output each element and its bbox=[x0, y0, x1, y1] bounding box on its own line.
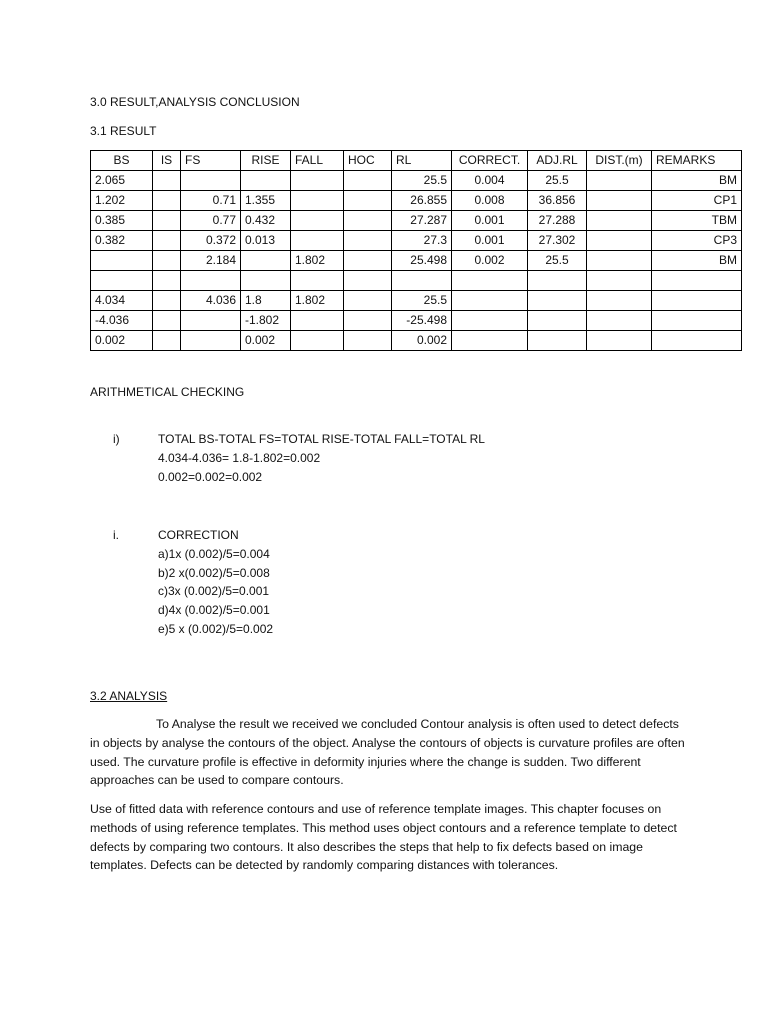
table-cell bbox=[344, 171, 392, 191]
correction-line: b)2 x(0.002)/5=0.008 bbox=[158, 566, 270, 580]
table-cell bbox=[587, 191, 652, 211]
table-cell bbox=[587, 271, 652, 291]
table-cell bbox=[652, 271, 742, 291]
table-cell bbox=[181, 331, 241, 351]
table-cell bbox=[344, 231, 392, 251]
table-cell: 0.71 bbox=[181, 191, 241, 211]
levelling-table bbox=[90, 150, 742, 351]
table-cell bbox=[452, 291, 528, 311]
table-cell bbox=[291, 171, 344, 191]
table-cell: 0.001 bbox=[452, 231, 528, 251]
table-cell bbox=[452, 331, 528, 351]
col-header: BS bbox=[91, 151, 153, 171]
table-cell bbox=[153, 231, 181, 251]
table-cell bbox=[241, 271, 291, 291]
table-cell: 2.065 bbox=[91, 171, 153, 191]
col-header: RL bbox=[392, 151, 452, 171]
table-cell bbox=[181, 271, 241, 291]
table-cell bbox=[587, 291, 652, 311]
table-row bbox=[91, 251, 742, 271]
table-cell: 4.034 bbox=[91, 291, 153, 311]
table-cell bbox=[587, 331, 652, 351]
table-cell bbox=[91, 271, 153, 291]
table-cell bbox=[587, 171, 652, 191]
table-cell bbox=[344, 331, 392, 351]
table-cell: 0.013 bbox=[241, 231, 291, 251]
table-cell: 0.385 bbox=[91, 211, 153, 231]
table-row bbox=[91, 231, 742, 251]
correction-line: d)4x (0.002)/5=0.001 bbox=[158, 603, 270, 617]
table-cell bbox=[153, 311, 181, 331]
table-cell bbox=[587, 231, 652, 251]
table-cell bbox=[241, 171, 291, 191]
table-cell: 0.77 bbox=[181, 211, 241, 231]
correction-line: c)3x (0.002)/5=0.001 bbox=[158, 584, 270, 598]
table-cell bbox=[587, 311, 652, 331]
table-cell bbox=[528, 271, 587, 291]
table-row bbox=[91, 311, 742, 331]
col-header: CORRECT. bbox=[452, 151, 528, 171]
table-cell bbox=[528, 311, 587, 331]
table-cell bbox=[452, 311, 528, 331]
table-cell: 1.202 bbox=[91, 191, 153, 211]
analysis-heading: 3.2 ANALYSIS bbox=[90, 689, 168, 703]
table-cell bbox=[652, 331, 742, 351]
table-cell: 27.287 bbox=[392, 211, 452, 231]
check-line: 4.034-4.036= 1.8-1.802=0.002 bbox=[158, 451, 321, 465]
table-cell bbox=[153, 211, 181, 231]
table-cell: 0.008 bbox=[452, 191, 528, 211]
table-cell bbox=[528, 291, 587, 311]
check-line: TOTAL BS-TOTAL FS=TOTAL RISE-TOTAL FALL=TOTAL RL bbox=[158, 432, 485, 446]
table-cell: 0.001 bbox=[452, 211, 528, 231]
table-cell bbox=[153, 291, 181, 311]
table-cell bbox=[291, 331, 344, 351]
table-cell bbox=[392, 271, 452, 291]
table-cell bbox=[291, 211, 344, 231]
table-cell: 0.002 bbox=[91, 331, 153, 351]
table-cell bbox=[153, 171, 181, 191]
col-header: FS bbox=[181, 151, 241, 171]
table-cell bbox=[153, 251, 181, 271]
table-cell bbox=[153, 271, 181, 291]
table-cell bbox=[652, 311, 742, 331]
table-cell: -4.036 bbox=[91, 311, 153, 331]
table-cell bbox=[181, 171, 241, 191]
table-cell: 27.288 bbox=[528, 211, 587, 231]
section-heading: 3.0 RESULT,ANALYSIS CONCLUSION bbox=[90, 95, 300, 109]
correction-title: CORRECTION bbox=[158, 528, 239, 542]
arithmetical-checking-heading: ARITHMETICAL CHECKING bbox=[90, 385, 245, 399]
table-cell: 0.432 bbox=[241, 211, 291, 231]
table-cell: BM bbox=[652, 171, 742, 191]
table-header-row bbox=[91, 151, 742, 171]
table-cell: 0.002 bbox=[241, 331, 291, 351]
table-cell: 1.802 bbox=[291, 251, 344, 271]
correction-line: e)5 x (0.002)/5=0.002 bbox=[158, 622, 274, 636]
table-cell: 1.355 bbox=[241, 191, 291, 211]
check-marker: i) bbox=[113, 432, 120, 446]
col-header: ADJ.RL bbox=[528, 151, 587, 171]
analysis-paragraph-2: Use of fitted data with reference contours and use of reference template images. This chapter focuses on methods of using reference templates. This method uses object contours and a reference template to detect defects by comparing two contours. It also describes the steps that help to fix defects based on image templates. Defects can be detected by randomly comparing distances with tolerances. bbox=[90, 802, 677, 873]
check-line: 0.002=0.002=0.002 bbox=[158, 470, 263, 484]
table-cell: 36.856 bbox=[528, 191, 587, 211]
table-cell: 0.002 bbox=[452, 251, 528, 271]
table-cell bbox=[344, 291, 392, 311]
col-header: RISE bbox=[241, 151, 291, 171]
table-cell: 27.302 bbox=[528, 231, 587, 251]
table-cell: 1.8 bbox=[241, 291, 291, 311]
analysis-paragraph-1: To Analyse the result we received we concluded Contour analysis is often used to detect defects in objects by analyse the contours of the object. Analyse the contours of objects is curvature profiles are often used. The curvature profile is effective in deformity injuries where the change is sudden. Two different approaches can be used to compare contours. bbox=[90, 717, 685, 788]
table-cell bbox=[652, 291, 742, 311]
table-cell: 25.498 bbox=[392, 251, 452, 271]
table-cell bbox=[181, 311, 241, 331]
table-cell bbox=[241, 251, 291, 271]
table-cell bbox=[291, 311, 344, 331]
table-row bbox=[91, 291, 742, 311]
table-cell: 0.382 bbox=[91, 231, 153, 251]
table-cell bbox=[91, 251, 153, 271]
table-cell bbox=[344, 211, 392, 231]
table-cell bbox=[291, 191, 344, 211]
table-cell: 0.372 bbox=[181, 231, 241, 251]
table-cell: BM bbox=[652, 251, 742, 271]
table-cell: 25.5 bbox=[392, 291, 452, 311]
subsection-heading-result: 3.1 RESULT bbox=[90, 124, 157, 138]
table-cell: CP1 bbox=[652, 191, 742, 211]
table-cell bbox=[344, 311, 392, 331]
col-header: HOC bbox=[344, 151, 392, 171]
table-cell: 26.855 bbox=[392, 191, 452, 211]
table-row bbox=[91, 211, 742, 231]
col-header: REMARKS bbox=[652, 151, 742, 171]
table-cell bbox=[528, 331, 587, 351]
table-cell bbox=[291, 231, 344, 251]
col-header: FALL bbox=[291, 151, 344, 171]
table-cell: 25.5 bbox=[528, 171, 587, 191]
table-cell: 25.5 bbox=[528, 251, 587, 271]
table-cell: TBM bbox=[652, 211, 742, 231]
table-row bbox=[91, 331, 742, 351]
table-row bbox=[91, 191, 742, 211]
table-cell bbox=[344, 191, 392, 211]
correction-marker: i. bbox=[113, 528, 119, 542]
col-header: DIST.(m) bbox=[587, 151, 652, 171]
table-cell: -1.802 bbox=[241, 311, 291, 331]
table-cell bbox=[587, 211, 652, 231]
table-row bbox=[91, 171, 742, 191]
table-cell bbox=[291, 271, 344, 291]
table-cell bbox=[344, 271, 392, 291]
table-cell: 25.5 bbox=[392, 171, 452, 191]
table-cell bbox=[153, 191, 181, 211]
table-cell: 0.002 bbox=[392, 331, 452, 351]
table-cell: CP3 bbox=[652, 231, 742, 251]
table-cell bbox=[587, 251, 652, 271]
table-cell bbox=[452, 271, 528, 291]
table-cell: 27.3 bbox=[392, 231, 452, 251]
table-cell: -25.498 bbox=[392, 311, 452, 331]
table-cell: 2.184 bbox=[181, 251, 241, 271]
table-cell: 4.036 bbox=[181, 291, 241, 311]
correction-line: a)1x (0.002)/5=0.004 bbox=[158, 547, 270, 561]
table-cell: 0.004 bbox=[452, 171, 528, 191]
table-row bbox=[91, 271, 742, 291]
table-cell bbox=[344, 251, 392, 271]
table-cell bbox=[153, 331, 181, 351]
table-cell: 1.802 bbox=[291, 291, 344, 311]
col-header: IS bbox=[153, 151, 181, 171]
